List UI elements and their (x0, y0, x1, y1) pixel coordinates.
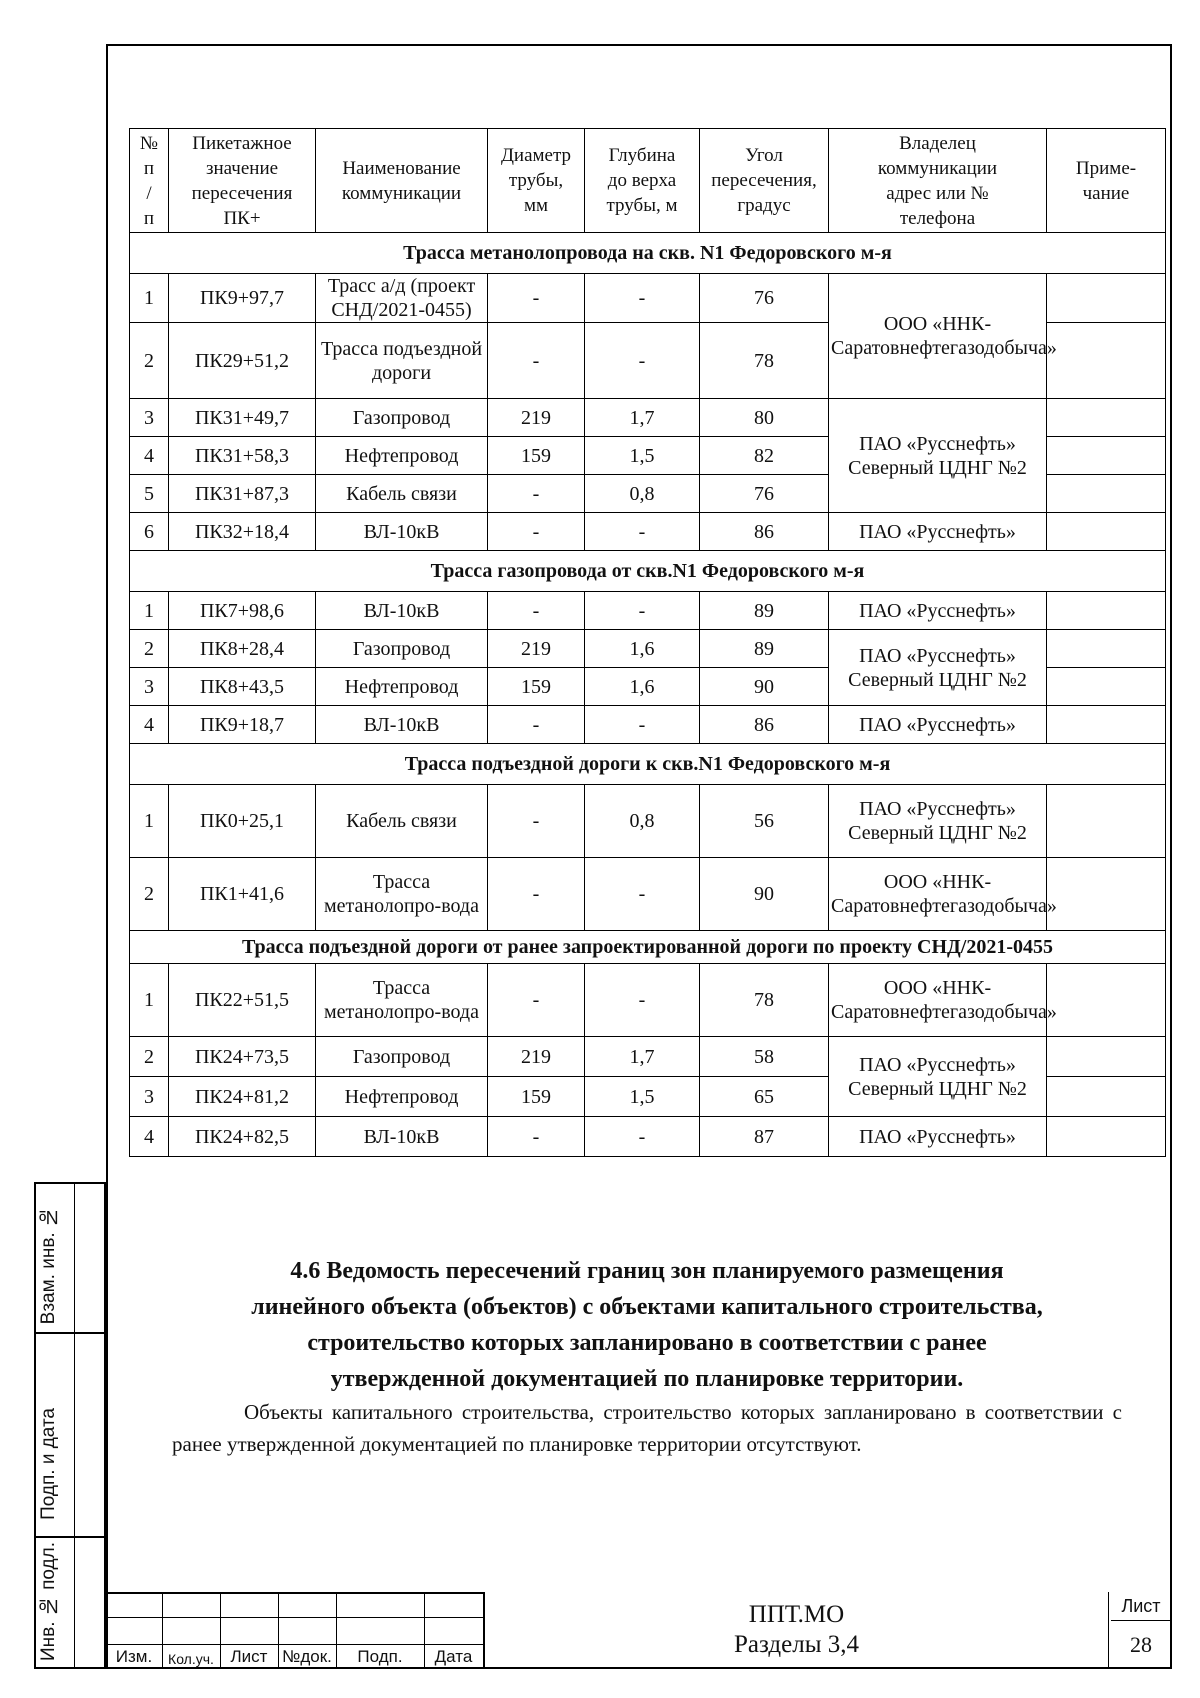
cell-pk: ПК31+87,3 (169, 475, 316, 513)
cell-owner: ООО «ННК-Саратовнефтегазодобыча» (829, 858, 1047, 931)
cell-pk: ПК22+51,5 (169, 964, 316, 1037)
column-header-line: значение (205, 157, 279, 179)
column-header-line: Владелец (899, 132, 976, 154)
cell-angle: 82 (700, 437, 829, 475)
cell-diam: - (488, 323, 585, 399)
cell-diam: - (488, 785, 585, 858)
table-row (130, 630, 1166, 668)
cell-pk: ПК24+82,5 (169, 1117, 316, 1157)
column-header-line: Глубина (608, 145, 676, 166)
column-header (1047, 129, 1166, 233)
cell-owner: ПАО «Русснефть» (829, 513, 1047, 551)
cell-diam: - (488, 858, 585, 931)
column-header-line: градус (737, 195, 791, 216)
cell-pk: ПК0+25,1 (169, 785, 316, 858)
cell-pk: ПК8+43,5 (169, 668, 316, 706)
heading-line: линейного объекта (объектов) с объектами капитального строительства, (251, 1294, 1043, 1320)
cell-angle: 78 (700, 964, 829, 1037)
column-header-line: до верха (607, 170, 677, 191)
column-header (169, 129, 316, 233)
cell-depth: - (585, 706, 700, 744)
cell-diam: 219 (488, 399, 585, 437)
cell-n: 2 (130, 858, 169, 931)
section-title-row (130, 233, 1166, 274)
table-row (130, 1037, 1166, 1077)
cell-n: 6 (130, 513, 169, 551)
cell-owner: ООО «ННК-Саратовнефтегазодобыча» (829, 964, 1047, 1037)
heading-line: утвержденной документацией по планировке территории. (330, 1366, 964, 1392)
document-code: ППТ.МО (748, 1601, 845, 1628)
cell-angle: 76 (700, 274, 829, 323)
cell-n: 1 (130, 964, 169, 1037)
sidebar-podp (34, 1332, 106, 1536)
cell-owner: ПАО «Русснефть» Северный ЦДНГ №2 (829, 785, 1047, 858)
cell-depth: - (585, 858, 700, 931)
cell-n: 1 (130, 274, 169, 323)
cell-note (1047, 706, 1166, 744)
table-row (130, 785, 1166, 858)
cell-diam: - (488, 475, 585, 513)
revision-grid (106, 1592, 483, 1669)
cell-diam: - (488, 274, 585, 323)
cell-owner: ПАО «Русснефть» (829, 1117, 1047, 1157)
cell-pk: ПК32+18,4 (169, 513, 316, 551)
section-title: Трасса подъездной дороги к скв.N1 Федоровского м-я (130, 744, 1166, 785)
section-title: Трасса метанолопровода на скв. N1 Федоровского м-я (130, 233, 1166, 274)
section-title-row (130, 551, 1166, 592)
cell-diam: 219 (488, 1037, 585, 1077)
cell-depth: 1,5 (585, 437, 700, 475)
cell-depth: - (585, 592, 700, 630)
label-kol-uch: Кол.уч. (168, 1651, 214, 1667)
cell-pk: ПК9+97,7 (169, 274, 316, 323)
column-header-line: / (146, 182, 152, 204)
cell-diam: 159 (488, 668, 585, 706)
cell-n: 1 (130, 592, 169, 630)
cell-note (1047, 668, 1166, 706)
cell-depth: 1,7 (585, 399, 700, 437)
heading-line: строительство которых запланировано в соответствии с ранее (307, 1330, 987, 1356)
sheet-number: 28 (1130, 1632, 1152, 1657)
column-header (488, 129, 585, 233)
table-row (130, 1117, 1166, 1157)
cell-n: 2 (130, 323, 169, 399)
column-header (585, 129, 700, 233)
cell-note (1047, 785, 1166, 858)
column-header-line: п (143, 207, 155, 229)
cell-diam: 219 (488, 630, 585, 668)
column-header-line: № (139, 132, 159, 154)
cell-name: Кабель связи (316, 785, 488, 858)
cell-note (1047, 323, 1166, 399)
cell-n: 3 (130, 1077, 169, 1117)
cell-angle: 80 (700, 399, 829, 437)
cell-note (1047, 1037, 1166, 1077)
crossings-table (129, 128, 1166, 1157)
cell-n: 4 (130, 437, 169, 475)
column-header-line: трубы, м (606, 195, 678, 216)
column-header (700, 129, 829, 233)
cell-n: 3 (130, 399, 169, 437)
cell-n: 2 (130, 1037, 169, 1077)
cell-pk: ПК31+58,3 (169, 437, 316, 475)
cell-pk: ПК29+51,2 (169, 323, 316, 399)
label-ndok: №док. (282, 1647, 332, 1666)
cell-diam: - (488, 706, 585, 744)
cell-owner: ПАО «Русснефть» (829, 592, 1047, 630)
table-row (130, 964, 1166, 1037)
cell-depth: 1,5 (585, 1077, 700, 1117)
cell-note (1047, 964, 1166, 1037)
crossings-table-container (129, 128, 1165, 1157)
cell-n: 4 (130, 1117, 169, 1157)
label-podp: Подп. (357, 1647, 403, 1666)
column-header-line: Диаметр (500, 145, 572, 166)
cell-angle: 89 (700, 592, 829, 630)
cell-pk: ПК24+81,2 (169, 1077, 316, 1117)
cell-depth: 1,6 (585, 630, 700, 668)
cell-angle: 78 (700, 323, 829, 399)
cell-n: 4 (130, 706, 169, 744)
sidebar-inv-label: Инв. № подл. (38, 1542, 59, 1661)
table-row (130, 274, 1166, 323)
cell-pk: ПК24+73,5 (169, 1037, 316, 1077)
cell-pk: ПК1+41,6 (169, 858, 316, 931)
cell-diam: - (488, 513, 585, 551)
cell-note (1047, 475, 1166, 513)
cell-note (1047, 630, 1166, 668)
document-code-cell (483, 1592, 1109, 1669)
cell-name: ВЛ-10кВ (316, 513, 488, 551)
cell-pk: ПК8+28,4 (169, 630, 316, 668)
label-data: Дата (434, 1647, 473, 1666)
cell-n: 5 (130, 475, 169, 513)
column-header-line: чание (1082, 182, 1130, 204)
section-title: Трасса газопровода от скв.N1 Федоровского м-я (130, 551, 1166, 592)
cell-angle: 86 (700, 513, 829, 551)
cell-depth: 0,8 (585, 475, 700, 513)
cell-name: Нефтепровод (316, 1077, 488, 1117)
cell-owner: ПАО «Русснефть» (829, 706, 1047, 744)
cell-owner: ПАО «Русснефть» Северный ЦДНГ №2 (829, 630, 1047, 706)
cell-depth: 1,7 (585, 1037, 700, 1077)
cell-diam: 159 (488, 1077, 585, 1117)
column-header-line: Пикетажное (192, 132, 292, 154)
cell-note (1047, 1077, 1166, 1117)
section-title-row (130, 744, 1166, 785)
cell-diam: - (488, 964, 585, 1037)
column-header-line: Приме- (1075, 157, 1137, 179)
cell-pk: ПК9+18,7 (169, 706, 316, 744)
cell-note (1047, 274, 1166, 323)
cell-angle: 65 (700, 1077, 829, 1117)
cell-angle: 90 (700, 668, 829, 706)
table-row (130, 513, 1166, 551)
table-row (130, 399, 1166, 437)
body-paragraph: Объекты капитального строительства, строительство которых запланировано в соответствии с ранее утвержденной документацией по планировке территории отсутствуют. (172, 1400, 1122, 1456)
cell-note (1047, 399, 1166, 437)
document-subtitle: Разделы 3,4 (733, 1631, 859, 1658)
cell-note (1047, 592, 1166, 630)
cell-pk: ПК7+98,6 (169, 592, 316, 630)
sheet-label: Лист (1111, 1592, 1171, 1621)
cell-angle: 87 (700, 1117, 829, 1157)
cell-n: 2 (130, 630, 169, 668)
cell-owner: ООО «ННК-Саратовнефтегазодобыча» (829, 274, 1047, 399)
sidebar-inv (34, 1536, 106, 1669)
cell-name: ВЛ-10кВ (316, 1117, 488, 1157)
column-header (316, 129, 488, 233)
label-list: Лист (230, 1647, 268, 1666)
cell-depth: 1,6 (585, 668, 700, 706)
cell-n: 3 (130, 668, 169, 706)
cell-name: Газопровод (316, 399, 488, 437)
column-header-line: Угол (745, 145, 783, 166)
table-header-row (130, 129, 1166, 233)
cell-name: ВЛ-10кВ (316, 706, 488, 744)
cell-depth: - (585, 274, 700, 323)
table-row (130, 592, 1166, 630)
cell-name: Газопровод (316, 630, 488, 668)
cell-angle: 90 (700, 858, 829, 931)
cell-note (1047, 513, 1166, 551)
column-header-line: пересечения (191, 182, 293, 204)
cell-owner: ПАО «Русснефть» Северный ЦДНГ №2 (829, 1037, 1047, 1117)
table-row (130, 706, 1166, 744)
cell-diam: 159 (488, 437, 585, 475)
sidebar-podp-label: Подп. и дата (38, 1408, 59, 1520)
cell-name: Нефтепровод (316, 668, 488, 706)
cell-angle: 89 (700, 630, 829, 668)
label-izm: Изм. (115, 1647, 153, 1666)
cell-pk: ПК31+49,7 (169, 399, 316, 437)
cell-angle: 86 (700, 706, 829, 744)
cell-note (1047, 1117, 1166, 1157)
cell-name: Газопровод (316, 1037, 488, 1077)
column-header-line: коммуникации (877, 157, 998, 179)
cell-depth: - (585, 323, 700, 399)
sidebar-vzam-label: Взам. инв. № (38, 1205, 59, 1324)
column-header-line: телефона (899, 207, 976, 229)
cell-n: 1 (130, 785, 169, 858)
cell-depth: - (585, 964, 700, 1037)
section-heading (129, 1253, 1165, 1397)
cell-name: Нефтепровод (316, 437, 488, 475)
column-header-line: Наименование (342, 157, 461, 179)
section-title-row (130, 931, 1166, 964)
title-block (106, 1592, 1172, 1669)
cell-diam: - (488, 1117, 585, 1157)
column-header-line: трубы, (508, 170, 564, 191)
table-row (130, 858, 1166, 931)
cell-note (1047, 437, 1166, 475)
cell-name: Трасс а/д (проект СНД/2021-0455) (316, 274, 488, 323)
cell-depth: 0,8 (585, 785, 700, 858)
column-header (829, 129, 1047, 233)
section-title: Трасса подъездной дороги от ранее запроектированной дороги по проекту СНД/2021-0455 (130, 931, 1166, 964)
column-header-line: п (143, 157, 155, 179)
column-header-line: пересечения, (711, 170, 817, 191)
cell-note (1047, 858, 1166, 931)
cell-angle: 56 (700, 785, 829, 858)
column-header-line: адрес или № (886, 182, 989, 204)
cell-angle: 58 (700, 1037, 829, 1077)
cell-name: ВЛ-10кВ (316, 592, 488, 630)
sidebar-vzam (34, 1182, 106, 1332)
cell-owner: ПАО «Русснефть» Северный ЦДНГ №2 (829, 399, 1047, 513)
cell-name: Кабель связи (316, 475, 488, 513)
cell-angle: 76 (700, 475, 829, 513)
cell-depth: - (585, 1117, 700, 1157)
column-header-line: коммуникации (341, 182, 462, 204)
cell-depth: - (585, 513, 700, 551)
column-header (130, 129, 169, 233)
column-header-line: мм (523, 195, 549, 216)
column-header-line: ПК+ (223, 207, 261, 229)
cell-name: Трасса метанолопро-вода (316, 964, 488, 1037)
cell-diam: - (488, 592, 585, 630)
cell-name: Трасса подъездной дороги (316, 323, 488, 399)
cell-name: Трасса метанолопро-вода (316, 858, 488, 931)
heading-line: 4.6 Ведомость пересечений границ зон планируемого размещения (290, 1258, 1004, 1284)
